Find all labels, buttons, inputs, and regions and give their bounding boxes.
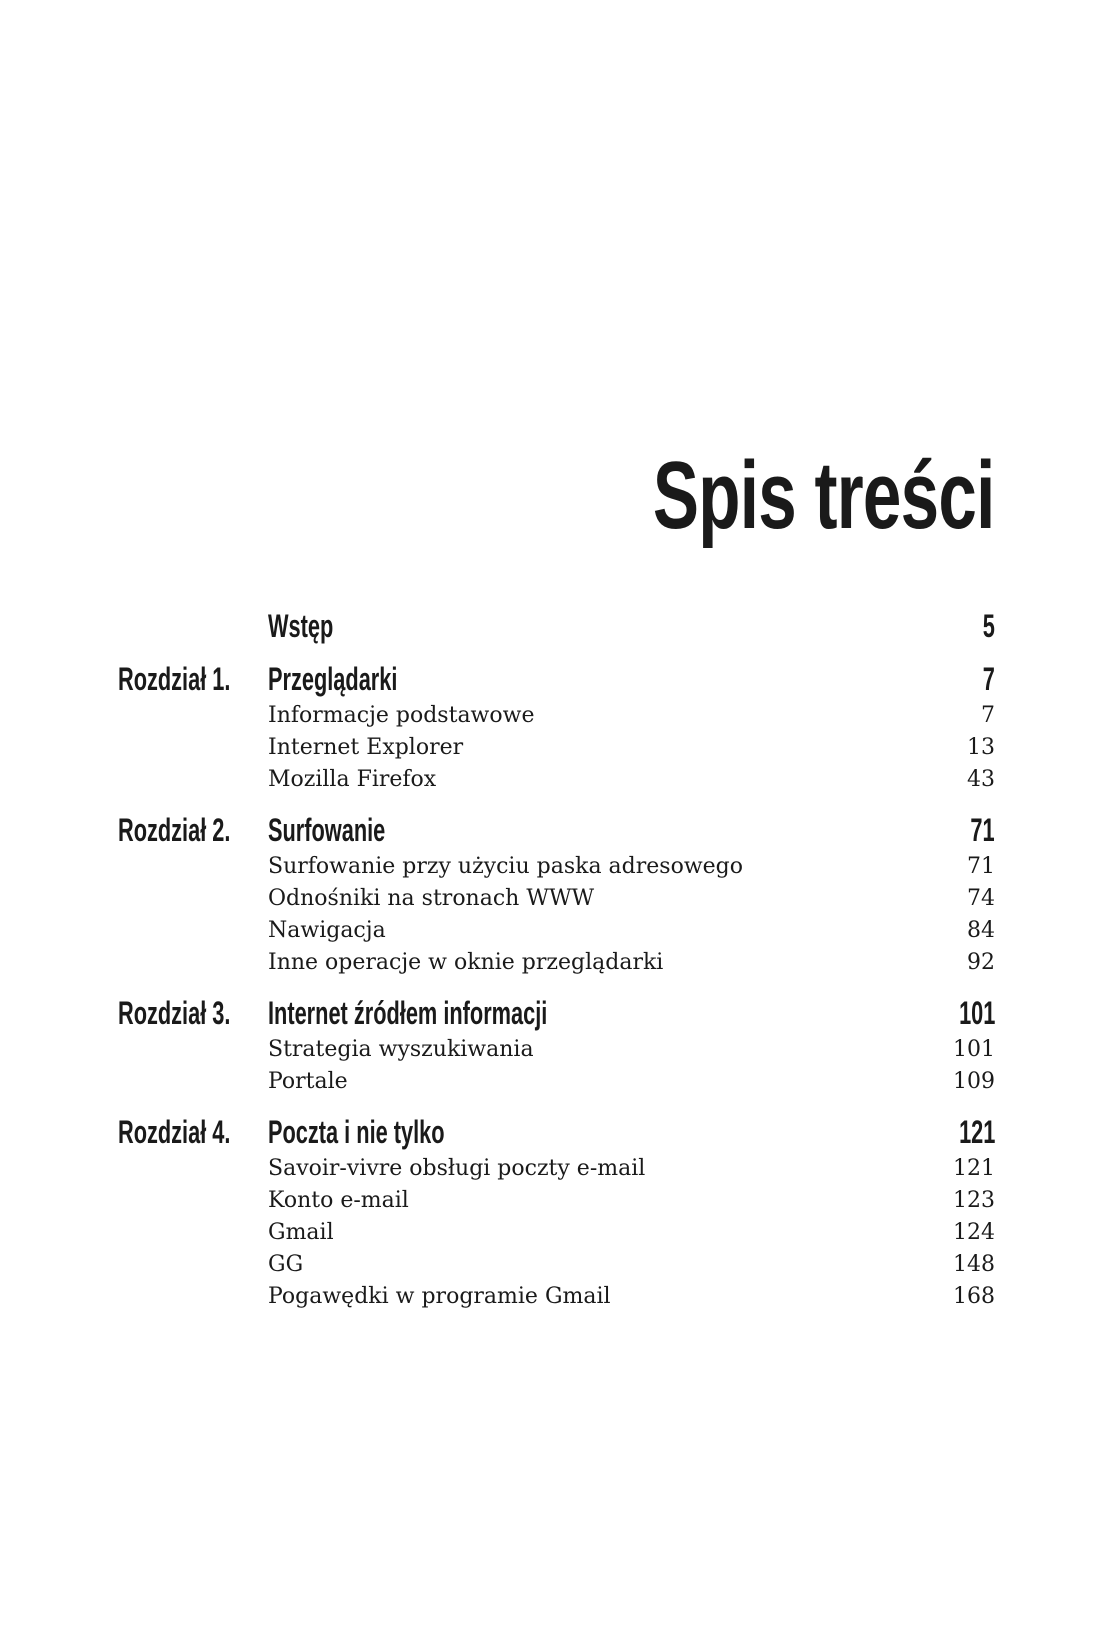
chapter-page-number: 71	[970, 812, 995, 848]
section-page-number: 109	[953, 1069, 995, 1094]
section-title: Inne operacje w oknie przeglądarki	[268, 950, 664, 975]
chapter-label: Rozdział 2.	[118, 812, 231, 848]
chapter-page-number: 101	[958, 995, 995, 1031]
chapter-page-number: 5	[982, 608, 995, 644]
section-page-number: 43	[967, 767, 995, 792]
toc-entry-chapter-1[interactable]	[0, 659, 1103, 699]
section-title: Informacje podstawowe	[268, 703, 535, 728]
section-title: Konto e-mail	[268, 1188, 409, 1213]
section-page-number: 124	[953, 1220, 995, 1245]
section-page-number: 13	[967, 735, 995, 760]
toc-section[interactable]	[0, 1034, 1103, 1066]
chapter-title: Internet źródłem informacji	[268, 995, 548, 1031]
section-title: Mozilla Firefox	[268, 767, 437, 792]
toc-entry-chapter-4[interactable]	[0, 1112, 1103, 1152]
chapter-title: Poczta i nie tylko	[268, 1114, 445, 1150]
section-title: Surfowanie przy użyciu paska adresowego	[268, 854, 744, 879]
section-title: Strategia wyszukiwania	[268, 1037, 534, 1062]
section-title: Internet Explorer	[268, 735, 464, 760]
section-page-number: 168	[953, 1284, 995, 1309]
page-title: Spis treści	[653, 442, 995, 549]
toc-section[interactable]	[0, 1249, 1103, 1281]
chapter-label: Rozdział 4.	[118, 1114, 231, 1150]
section-title: Odnośniki na stronach WWW	[268, 886, 595, 911]
toc-section[interactable]	[0, 700, 1103, 732]
chapter-title: Surfowanie	[268, 812, 386, 848]
chapter-label: Rozdział 1.	[118, 661, 231, 697]
section-title: Nawigacja	[268, 918, 386, 943]
toc-entry-chapter-3[interactable]	[0, 993, 1103, 1033]
chapter-title: Przeglądarki	[268, 661, 398, 697]
section-page-number: 101	[953, 1037, 995, 1062]
toc-section[interactable]	[0, 732, 1103, 764]
chapter-title: Wstęp	[268, 608, 334, 644]
section-title: GG	[268, 1252, 304, 1277]
toc-section[interactable]	[0, 1066, 1103, 1098]
section-title: Savoir-vivre obsługi poczty e-mail	[268, 1156, 646, 1181]
toc-section[interactable]	[0, 764, 1103, 796]
section-page-number: 92	[967, 950, 995, 975]
toc-section[interactable]	[0, 1217, 1103, 1249]
toc-section[interactable]	[0, 1185, 1103, 1217]
section-title: Gmail	[268, 1220, 334, 1245]
toc-section[interactable]	[0, 883, 1103, 915]
section-page-number: 148	[953, 1252, 995, 1277]
section-title: Pogawędki w programie Gmail	[268, 1284, 611, 1309]
section-page-number: 7	[981, 703, 995, 728]
toc-entry-intro[interactable]	[0, 606, 1103, 646]
section-page-number: 121	[953, 1156, 995, 1181]
section-page-number: 74	[967, 886, 995, 911]
chapter-page-number: 7	[982, 661, 995, 697]
toc-entry-chapter-2[interactable]	[0, 810, 1103, 850]
section-page-number: 84	[967, 918, 995, 943]
toc-section[interactable]	[0, 1281, 1103, 1313]
toc-section[interactable]	[0, 915, 1103, 947]
section-title: Portale	[268, 1069, 348, 1094]
toc-section[interactable]	[0, 1153, 1103, 1185]
toc-section[interactable]	[0, 851, 1103, 883]
toc-section[interactable]	[0, 947, 1103, 979]
section-page-number: 71	[967, 854, 995, 879]
chapter-label: Rozdział 3.	[118, 995, 231, 1031]
section-page-number: 123	[953, 1188, 995, 1213]
chapter-page-number: 121	[958, 1114, 995, 1150]
